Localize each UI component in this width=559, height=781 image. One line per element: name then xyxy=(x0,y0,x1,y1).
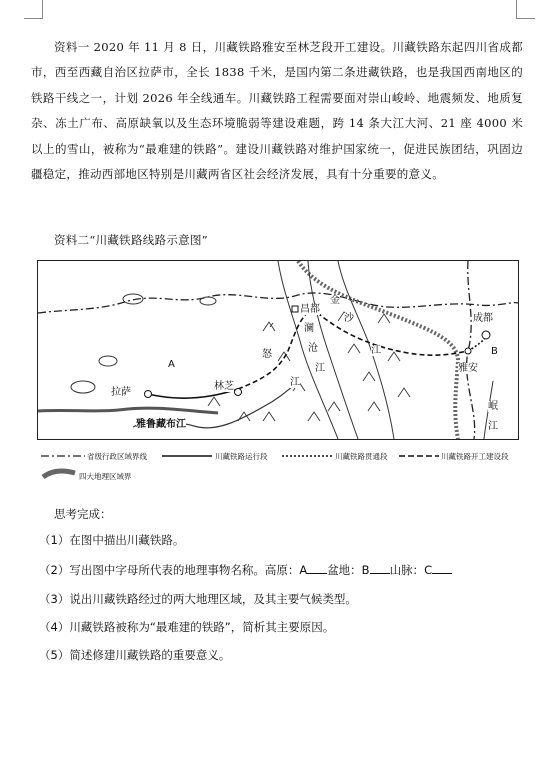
question-5: （5）简述修建川藏铁路的重要意义。 xyxy=(39,648,231,662)
label-chengdu: 成都 xyxy=(473,313,493,324)
question-3: （3）说出川藏铁路经过的两大地理区域，及其主要气候类型。 xyxy=(39,592,357,606)
railway-map xyxy=(37,260,519,440)
map-legend xyxy=(37,447,517,487)
legend-through: 川藏铁路贯通段 xyxy=(335,452,388,461)
region-border-south xyxy=(38,408,218,413)
jinsha-river xyxy=(338,261,394,439)
city-changdu-symbol xyxy=(292,306,298,312)
label-changdu: 昌都 xyxy=(300,304,320,315)
label-B: B xyxy=(491,346,498,357)
label-jin-1: 金 xyxy=(330,295,340,306)
city-chengdu-symbol xyxy=(482,331,490,339)
city-nyingchi-symbol xyxy=(235,389,242,396)
question-2 xyxy=(39,562,452,578)
label-jin-3: 江 xyxy=(371,345,381,356)
label-lhasa: 拉萨 xyxy=(111,387,131,398)
answer-blank-a[interactable] xyxy=(307,562,327,574)
legend-construction: 川藏铁路开工建设段 xyxy=(441,452,509,461)
lake-4 xyxy=(200,297,216,305)
question-2-part-a: （2）写出图中字母所代表的地理事物名称。高原：A xyxy=(39,563,308,577)
label-nu-2: 江 xyxy=(290,377,300,388)
label-yarlung-river: 雅鲁藏布江 xyxy=(136,419,186,430)
label-lan-1: 澜 xyxy=(304,323,314,334)
label-lan-3: 江 xyxy=(315,363,325,374)
label-jin-2: 沙 xyxy=(344,313,354,324)
answer-blank-c[interactable] xyxy=(432,562,452,574)
label-nu-1: 怒 xyxy=(262,349,272,360)
label-min-2: 江 xyxy=(488,421,498,432)
label-min-1: 岷 xyxy=(488,401,498,412)
label-A: A xyxy=(168,359,175,370)
question-2-part-b: 盆地：B xyxy=(327,563,370,577)
page-corner-mark-left xyxy=(24,0,43,19)
lake-3 xyxy=(71,381,95,393)
label-lan-2: 沧 xyxy=(308,343,318,354)
question-4: （4）川藏铁路被称为“最难建的铁路”，简析其主要原因。 xyxy=(39,620,335,634)
city-yaan-symbol xyxy=(465,348,471,354)
answer-blank-b[interactable] xyxy=(370,562,390,574)
question-2-part-c: 山脉：C xyxy=(389,563,433,577)
province-border-north xyxy=(38,293,518,313)
page-corner-mark-right xyxy=(516,0,535,19)
material-two-title: 资料二“川藏铁路线路示意图” xyxy=(54,233,208,247)
lake-2 xyxy=(99,356,117,366)
legend-operating: 川藏铁路运行段 xyxy=(215,452,268,461)
map-drawing xyxy=(38,261,518,439)
city-lhasa-symbol xyxy=(145,391,152,398)
question-1: （1）在图中描出川藏铁路。 xyxy=(39,533,185,547)
label-nyingchi: 林芝 xyxy=(214,381,234,392)
legend-province-border: 省级行政区域界线 xyxy=(87,452,147,461)
legend-four-regions: 四大地理区域界 xyxy=(79,472,132,481)
think-title: 思考完成： xyxy=(54,507,112,521)
material-one-paragraph: 资料一 2020 年 11 月 8 日，川藏铁路雅安至林芝段开工建设。川藏铁路东起四川省成都市，西至西藏自治区拉萨市，全长 1838 千米，是国内第二条进藏铁路，也是我国西南地区的铁路干线之一，计划 2026 年全线通车。川藏铁路工程需要面对崇山峻岭、地震频发、地质复杂、冻土广布、高原缺氧以及生态环境脆弱等建设难题，跨 14 条大江大河、21 座 4000 米以上的雪山，被称为“最难建的铁路”。建设川藏铁路对维护国家统一，促进民族团结，巩固边疆稳定，推动西部地区特别是川藏两省区社会经济发展，具有十分重要的意义。 xyxy=(31,40,523,182)
label-yaan: 雅安 xyxy=(458,363,478,374)
